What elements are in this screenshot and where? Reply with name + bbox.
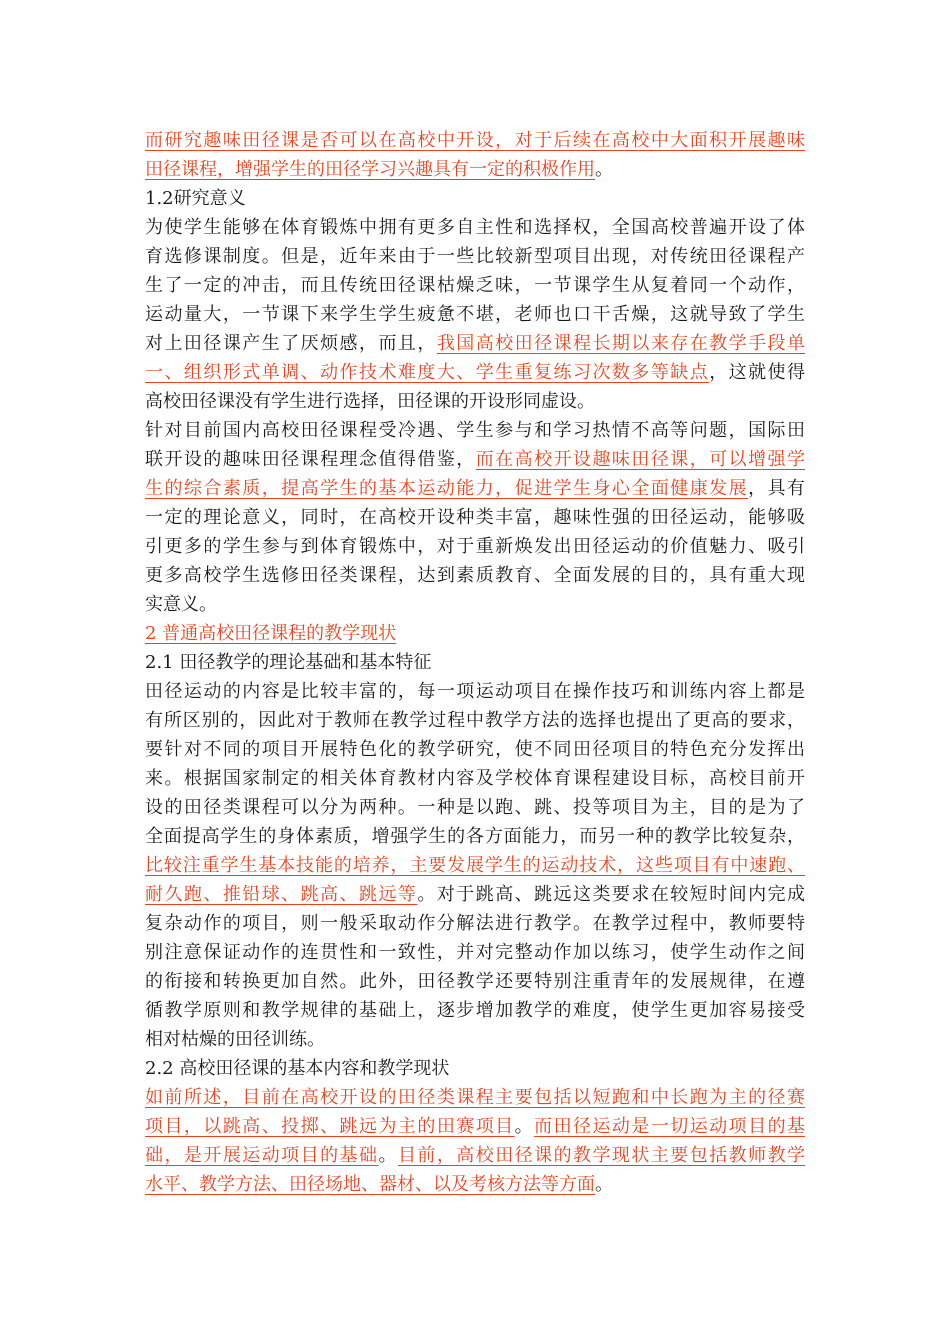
body-text: ，具有 xyxy=(748,478,806,499)
body-text: 1.2研究意义 xyxy=(145,188,246,209)
body-text: 复杂动作的项目，则一般采取动作分解法进行教学。在教学过程中，教师要特 xyxy=(145,913,805,934)
text-line xyxy=(145,155,805,184)
text-line xyxy=(145,1112,805,1141)
highlighted-text: 我国高校田径课程长期以来存在教学手段单 xyxy=(436,333,806,354)
text-line xyxy=(145,938,805,967)
text-line xyxy=(145,1025,805,1054)
body-text: 别注意保证动作的连贯性和一致性，并对完整动作加以练习，使学生动作之间 xyxy=(145,942,805,963)
text-line xyxy=(145,706,805,735)
body-text: 高校田径课没有学生进行选择，田径课的开设形同虚设。 xyxy=(145,391,595,412)
body-text: 。 xyxy=(595,1174,613,1195)
body-text: 设的田径类课程可以分为两种。一种是以跑、跳、投等项目为主，目的是为了 xyxy=(145,797,805,818)
body-text: 要针对不同的项目开展特色化的教学研究，使不同田径项目的特色充分发挥出 xyxy=(145,739,805,760)
body-text: 联开设的趣味田径课程理念值得借鉴， xyxy=(145,449,476,470)
text-line xyxy=(145,561,805,590)
text-line xyxy=(145,1054,805,1083)
text-line xyxy=(145,880,805,909)
highlighted-text: 水平、教学方法、田径场地、器材、以及考核方法等方面 xyxy=(145,1174,595,1195)
text-line xyxy=(145,822,805,851)
body-text: 。 xyxy=(514,1116,535,1137)
body-text: 循教学原则和教学规律的基础上，逐步增加教学的难度，使学生更加容易接受 xyxy=(145,1000,805,1021)
highlighted-text: 2 普通高校田径课程的教学现状 xyxy=(145,623,397,644)
body-text: 生了一定的冲击，而且传统田径课枯燥乏味，一节课学生从复着同一个动作， xyxy=(145,275,805,296)
body-text: 为使学生能够在体育锻炼中拥有更多自主性和选择权，全国高校普遍开设了体 xyxy=(145,217,805,238)
text-line xyxy=(145,735,805,764)
text-line xyxy=(145,213,805,242)
text-line xyxy=(145,619,805,648)
body-text: 针对目前国内高校田径课程受冷遇、学生参与和学习热情不高等问题，国际田 xyxy=(145,420,805,441)
body-text: 育选修课制度。但是，近年来由于一些比较新型项目出现，对传统田径课程产 xyxy=(145,246,805,267)
text-line xyxy=(145,851,805,880)
body-text: 引更多的学生参与到体育锻炼中，对于重新焕发出田径运动的价值魅力、吸引 xyxy=(145,536,805,557)
body-text: 来。根据国家制定的相关体育教材内容及学校体育课程建设目标，高校目前开 xyxy=(145,768,805,789)
highlighted-text: 一、组织形式单调、动作技术难度大、学生重复练习次数多等缺点 xyxy=(145,362,710,383)
document-page xyxy=(145,126,805,1199)
text-line xyxy=(145,1141,805,1170)
body-text: 。对于跳高、跳远这类要求在较短时间内完成 xyxy=(417,884,806,905)
highlighted-text: 生的综合素质，提高学生的基本运动能力，促进学生身心全面健康发展 xyxy=(145,478,749,499)
text-line xyxy=(145,387,805,416)
text-line xyxy=(145,793,805,822)
body-text: 一定的理论意义，同时，在高校开设种类丰富，趣味性强的田径运动，能够吸 xyxy=(145,507,805,528)
body-text: 。 xyxy=(378,1145,398,1166)
body-text: 。 xyxy=(595,159,613,180)
text-line xyxy=(145,532,805,561)
text-line xyxy=(145,126,805,155)
text-line xyxy=(145,996,805,1025)
text-line xyxy=(145,909,805,938)
body-text: 的衔接和转换更加自然。此外，田径教学还要特别注重青年的发展规律，在遵 xyxy=(145,971,805,992)
highlighted-text: 目前，高校田径课的教学现状主要包括教师教学 xyxy=(397,1145,806,1166)
text-line xyxy=(145,271,805,300)
highlighted-text: 而在高校开设趣味田径课，可以增强学 xyxy=(475,449,806,470)
body-text: 相对枯燥的田径训练。 xyxy=(145,1029,325,1050)
highlighted-text: 如前所述，目前在高校开设的田径类课程主要包括以短跑和中长跑为主的径赛 xyxy=(145,1087,805,1108)
body-text: 2.1 田径教学的理论基础和基本特征 xyxy=(145,652,432,673)
text-line xyxy=(145,590,805,619)
body-text: 全面提高学生的身体素质，增强学生的各方面能力，而另一种的教学比较复杂， xyxy=(145,826,805,847)
text-line xyxy=(145,184,805,213)
highlighted-text: 而田径运动是一切运动项目的基 xyxy=(534,1116,806,1137)
text-line xyxy=(145,300,805,329)
body-text: 有所区别的，因此对于教师在教学过程中教学方法的选择也提出了更高的要求， xyxy=(145,710,805,731)
text-line xyxy=(145,677,805,706)
highlighted-text: 而研究趣味田径课是否可以在高校中开设，对于后续在高校中大面积开展趣味 xyxy=(145,130,805,151)
highlighted-text: 比较注重学生基本技能的培养，主要发展学生的运动技术，这些项目有中速跑、 xyxy=(145,855,805,876)
body-text: 实意义。 xyxy=(145,594,217,615)
text-line xyxy=(145,967,805,996)
body-text: ，这就使得 xyxy=(709,362,806,383)
text-line xyxy=(145,764,805,793)
highlighted-text: 项目，以跳高、投掷、跳远为主的田赛项目 xyxy=(145,1116,515,1137)
text-line xyxy=(145,416,805,445)
body-text: 运动量大，一节课下来学生学生疲惫不堪，老师也口干舌燥，这就导致了学生 xyxy=(145,304,805,325)
body-text: 2.2 高校田径课的基本内容和教学现状 xyxy=(145,1058,450,1079)
text-line xyxy=(145,648,805,677)
text-line xyxy=(145,329,805,358)
body-text: 更多高校学生选修田径类课程，达到素质教育、全面发展的目的，具有重大现 xyxy=(145,565,805,586)
body-text: 田径运动的内容是比较丰富的，每一项运动项目在操作技巧和训练内容上都是 xyxy=(145,681,805,702)
text-line xyxy=(145,445,805,474)
highlighted-text: 田径课程，增强学生的田径学习兴趣具有一定的积极作用 xyxy=(145,159,595,180)
text-line xyxy=(145,1170,805,1199)
body-text: 对上田径课产生了厌烦感，而且， xyxy=(145,333,437,354)
text-line xyxy=(145,503,805,532)
text-line xyxy=(145,242,805,271)
text-line xyxy=(145,358,805,387)
text-line xyxy=(145,474,805,503)
text-line xyxy=(145,1083,805,1112)
highlighted-text: 础，是开展运动项目的基础 xyxy=(145,1145,379,1166)
highlighted-text: 耐久跑、推铅球、跳高、跳远等 xyxy=(145,884,418,905)
